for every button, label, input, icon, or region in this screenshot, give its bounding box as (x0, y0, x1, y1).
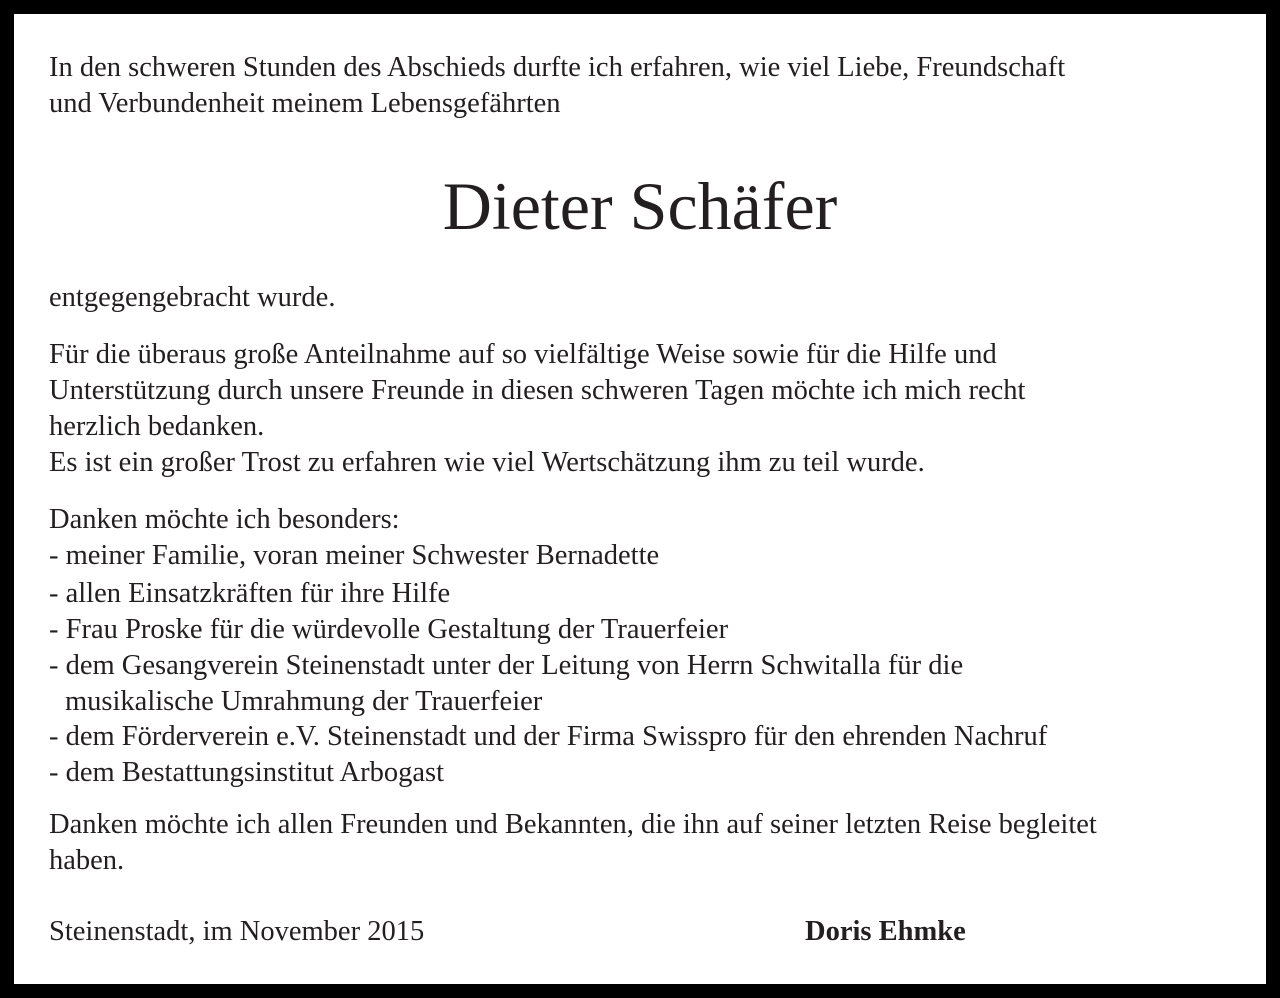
thanks-item: - allen Einsatzkräften für ihre Hilfe (49, 578, 451, 609)
paragraph-line-1: Für die überaus große Anteilnahme auf so vielfältige Weise sowie für die Hilfe und (49, 339, 997, 370)
thanks-item: - dem Gesangverein Steinenstadt unter der Leitung von Herrn Schwitalla für die (49, 650, 964, 681)
thanks-item-continuation: musikalische Umrahmung der Trauerfeier (65, 686, 543, 717)
thanks-item: - dem Förderverein e.V. Steinenstadt und der Firma Swisspro für den ehrenden Nachruf (49, 721, 1048, 752)
thanks-item: - Frau Proske für die würdevolle Gestaltung der Trauerfeier (49, 614, 729, 645)
thanks-item: - dem Bestattungsinstitut Arbogast (49, 757, 445, 788)
thanks-item: - meiner Familie, voran meiner Schwester Bernadette (49, 540, 660, 571)
obituary-notice (14, 14, 1266, 984)
closing-line-1: Danken möchte ich allen Freunden und Bekannten, die ihn auf seiner letzten Reise begleitet (49, 809, 1097, 840)
paragraph-line-4: Es ist ein großer Trost zu erfahren wie viel Wertschätzung ihm zu teil wurde. (49, 447, 925, 478)
signature-name: Doris Ehmke (805, 916, 966, 947)
paragraph-line-2: Unterstützung durch unsere Freunde in diesen schweren Tagen möchte ich mich recht (49, 375, 1026, 406)
paragraph-line-3: herzlich bedanken. (49, 411, 265, 442)
place-date: Steinenstadt, im November 2015 (49, 916, 425, 947)
after-name-line: entgegengebracht wurde. (49, 282, 336, 313)
thanks-heading: Danken möchte ich besonders: (49, 504, 400, 535)
intro-line-1: In den schweren Stunden des Abschieds durfte ich erfahren, wie viel Liebe, Freundschaft (49, 52, 1066, 83)
deceased-name: Dieter Schäfer (442, 168, 838, 244)
intro-line-2: und Verbundenheit meinem Lebensgefährten (49, 88, 561, 119)
closing-line-2: haben. (49, 845, 125, 876)
